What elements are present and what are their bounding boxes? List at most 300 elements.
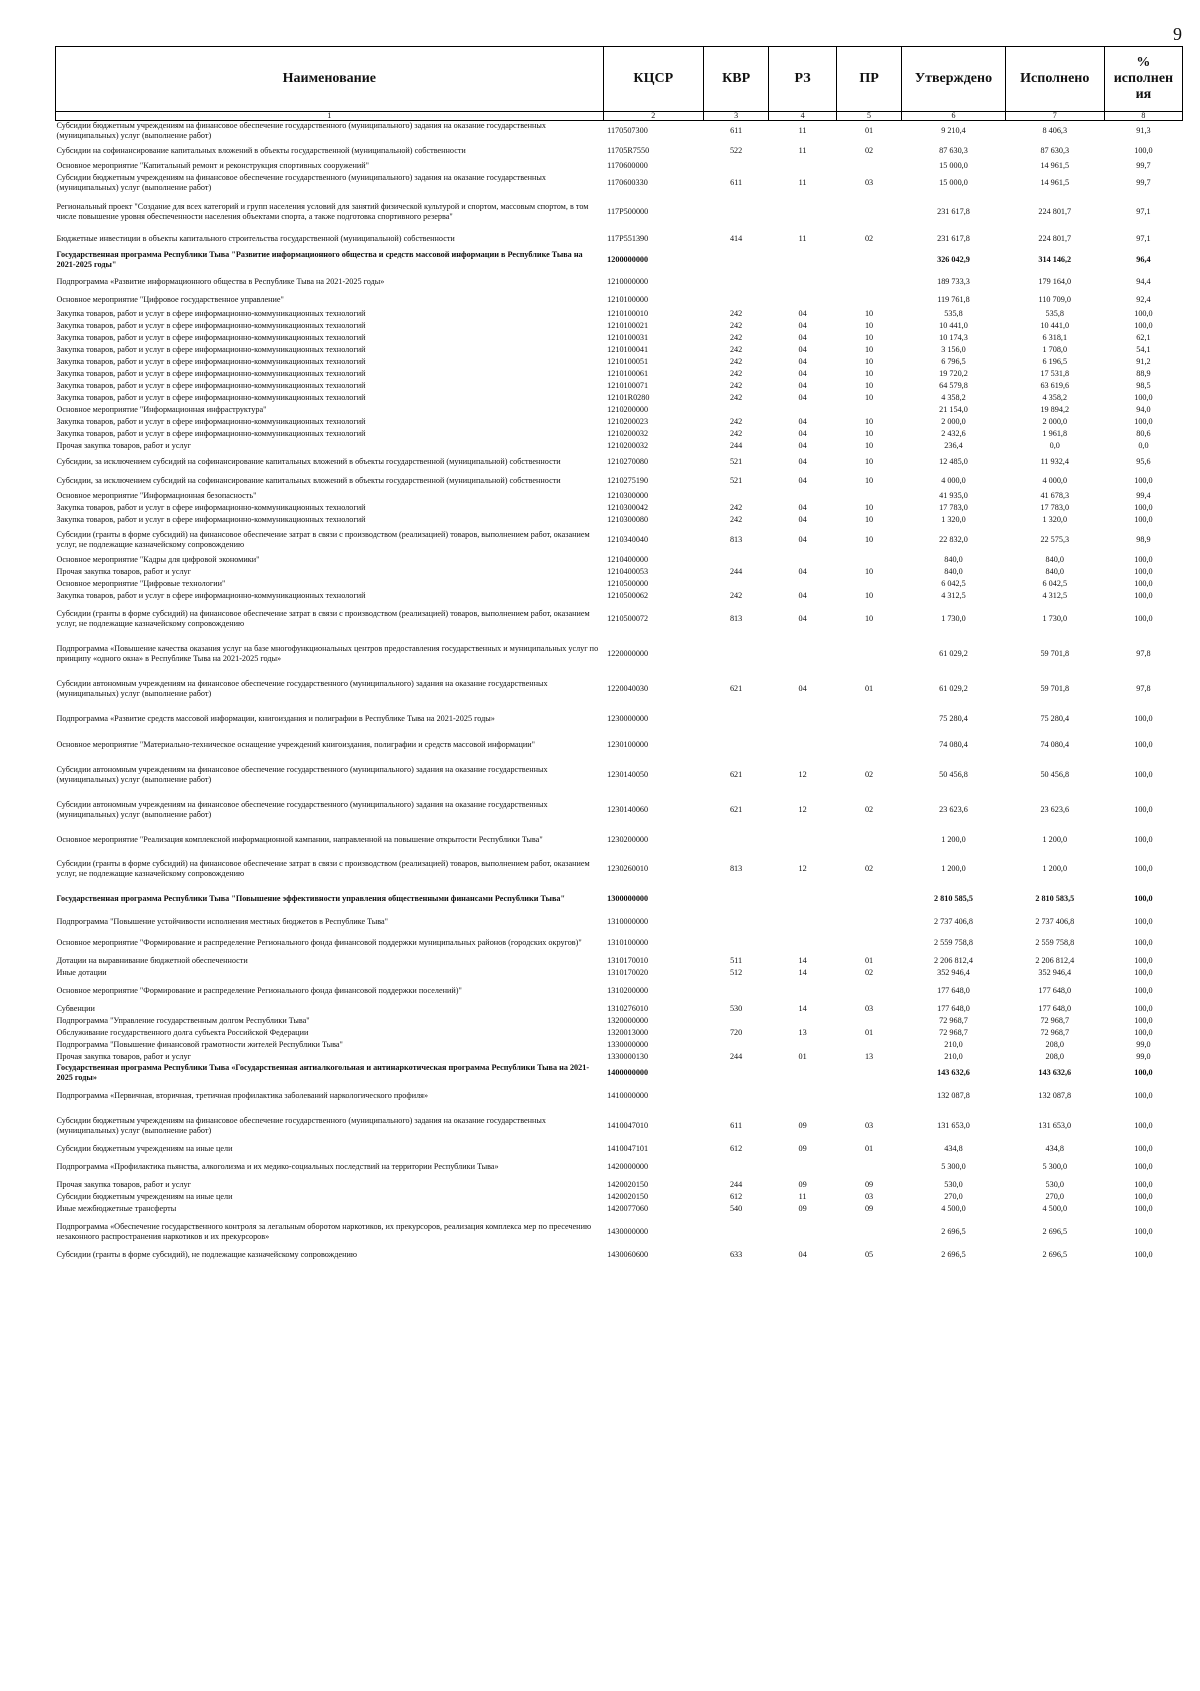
header-row	[56, 47, 1183, 112]
cell-executed: 6 042,5	[1042, 579, 1068, 588]
table-row	[56, 706, 1183, 732]
cell-executed: 72 968,7	[1040, 1016, 1070, 1025]
table-row	[56, 578, 1183, 590]
cell-rz: 04	[798, 567, 807, 576]
table-row	[56, 1203, 1183, 1215]
column-number: 6	[902, 112, 1005, 121]
cell-approved: 2 810 585,5	[934, 894, 973, 903]
cell-pr: 02	[864, 145, 874, 155]
cell-kcsr: 1210100031	[607, 333, 649, 342]
cell-approved: 61 029,2	[939, 683, 968, 693]
cell-percent: 100,0	[1134, 1028, 1153, 1037]
cell-approved: 131 653,0	[937, 1120, 970, 1130]
cell-name: Основное мероприятие "Информационная безопасность"	[56, 491, 257, 500]
cell-executed: 59 701,8	[1040, 683, 1070, 693]
cell-kvr: 540	[729, 1204, 743, 1213]
cell-name: Субсидии (гранты в форме субсидий) на финансовое обеспечение затрат в связи с производством (реализацией) товаров, выполнением работ, оказанием услуг, не подлежащие казначейскому сопровождению	[56, 609, 590, 628]
cell-rz: 04	[798, 369, 807, 378]
cell-kvr: 813	[729, 614, 743, 623]
cell-pr: 10	[864, 475, 874, 485]
cell-name: Прочая закупка товаров, работ и услуг	[56, 1180, 191, 1189]
cell-approved: 231 617,8	[937, 233, 970, 243]
cell-kcsr: 1210400000	[607, 555, 649, 564]
table-row	[56, 160, 1183, 172]
cell-rz: 09	[798, 1144, 807, 1153]
cell-approved: 87 630,3	[939, 145, 968, 155]
cell-percent: 100,0	[1134, 1162, 1153, 1171]
column-number: 2	[603, 112, 703, 121]
page-number: 9	[1173, 24, 1182, 44]
cell-executed: 14 961,5	[1040, 161, 1070, 170]
cell-kvr: 611	[730, 178, 743, 187]
cell-percent: 100,0	[1134, 567, 1153, 576]
cell-executed: 41 678,3	[1040, 491, 1070, 500]
table-row	[56, 590, 1183, 602]
cell-name: Иные межбюджетные трансферты	[56, 1204, 177, 1213]
cell-pr	[836, 732, 901, 757]
cell-kvr: 720	[729, 1028, 743, 1037]
cell-name: Основное мероприятие "Капитальный ремонт и реконструкция спортивных сооружений"	[56, 161, 369, 170]
cell-kvr: 813	[729, 864, 743, 873]
cell-executed: 2 206 812,4	[1035, 956, 1075, 965]
cell-name: Основное мероприятие "Формирование и распределение Регионального фонда финансовой поддержки поселений)"	[56, 986, 462, 995]
cell-executed: 4 500,0	[1042, 1204, 1068, 1213]
cell-percent: 100,0	[1134, 591, 1153, 600]
cell-executed: 5 300,0	[1042, 1162, 1068, 1171]
cell-rz: 09	[798, 1180, 807, 1189]
cell-executed: 22 575,3	[1040, 535, 1070, 544]
cell-name: Закупка товаров, работ и услуг в сфере информационно-коммуникационных технологий	[56, 417, 366, 426]
cell-name: Закупка товаров, работ и услуг в сфере информационно-коммуникационных технологий	[56, 429, 366, 438]
cell-percent: 100,0	[1134, 1004, 1153, 1013]
cell-approved: 23 623,6	[939, 804, 968, 814]
cell-approved: 352 946,4	[937, 968, 970, 977]
cell-name: Закупка товаров, работ и услуг в сфере информационно-коммуникационных технологий	[56, 503, 366, 512]
cell-approved: 840,0	[944, 555, 963, 564]
table-row	[56, 1215, 1183, 1249]
cell-approved: 177 648,0	[937, 986, 970, 995]
cell-pr	[836, 194, 901, 229]
cell-kcsr: 1170600330	[607, 178, 648, 187]
cell-rz: 04	[798, 441, 807, 450]
cell-percent: 98,5	[1136, 381, 1151, 390]
cell-name: Обслуживание государственного долга субъекта Российской Федерации	[56, 1028, 309, 1037]
cell-approved: 189 733,3	[937, 276, 970, 286]
cell-percent: 100,0	[1134, 145, 1153, 155]
cell-kvr: 242	[729, 357, 743, 366]
cell-name: Бюджетные инвестиции в объекты капитального строительства государственной (муниципальной) собственности	[56, 233, 455, 243]
cell-percent: 100,0	[1134, 515, 1153, 524]
cell-name: Подпрограмма «Повышение качества оказания услуг на базе многофункциональных центров предоставления государственных и муниципальных услуг по принципу «одного окна» в Республике Тыва на 2021-2025 годы»	[56, 643, 599, 663]
cell-percent: 97,8	[1136, 648, 1151, 658]
cell-rz: 13	[798, 1028, 807, 1037]
cell-executed: 4 358,2	[1042, 393, 1068, 402]
table-row	[56, 827, 1183, 852]
cell-percent: 100,0	[1134, 1227, 1153, 1236]
cell-kvr: 522	[729, 145, 743, 155]
cell-kvr: 521	[729, 475, 743, 485]
cell-kcsr: 1320000000	[607, 1016, 649, 1025]
cell-name: Региональный проект "Создание для всех категорий и групп населения условий для занятий физической культурой и спортом, массовым спортом, в том числе повышение уровня обеспеченности населения объектами спорта, а также подготовка спортивного резерва"	[56, 201, 589, 221]
cell-name: Государственная программа Республики Тыва "Развитие информационного общества и средств массовой информации в Республике Тыва на 2021-2025 годы"	[56, 250, 583, 269]
cell-executed: 1 708,0	[1042, 345, 1068, 354]
cell-pr	[836, 636, 901, 671]
table-row	[56, 979, 1183, 1003]
table-row	[56, 356, 1183, 368]
cell-name: Субсидии автономным учреждениям на финансовое обеспечение государственного (муниципального) задания на оказание государственных (муниципальных) услуг (выполнение работ)	[56, 678, 548, 698]
cell-approved: 4 000,0	[941, 475, 966, 485]
cell-kcsr: 1400000000	[607, 1068, 649, 1077]
header-rz: РЗ	[769, 47, 837, 112]
cell-executed: 59 701,8	[1040, 648, 1070, 658]
cell-rz: 12	[798, 804, 807, 814]
cell-executed: 314 146,2	[1038, 255, 1072, 264]
cell-percent: 100,0	[1134, 714, 1153, 723]
cell-percent: 80,6	[1136, 429, 1151, 438]
cell-kcsr: 1200000000	[607, 255, 649, 264]
cell-pr	[836, 1063, 901, 1083]
table-row	[56, 194, 1183, 229]
cell-pr	[836, 912, 901, 931]
table-row	[56, 404, 1183, 416]
cell-kcsr: 1170600000	[607, 161, 648, 170]
cell-approved: 434,8	[944, 1144, 963, 1153]
table-row	[56, 320, 1183, 332]
cell-name: Подпрограмма «Развитие средств массовой информации, книгоиздания и полиграфии в Республике Тыва на 2021-2025 годы»	[56, 714, 495, 723]
cell-pr: 10	[864, 345, 874, 354]
cell-percent: 100,0	[1134, 1204, 1153, 1213]
cell-kvr	[703, 636, 768, 671]
cell-rz: 12	[798, 864, 807, 873]
cell-kvr: 242	[729, 345, 743, 354]
cell-executed: 143 632,6	[1038, 1068, 1072, 1077]
cell-pr	[836, 1083, 901, 1108]
cell-approved: 15 000,0	[939, 178, 968, 187]
cell-name: Субсидии (гранты в форме субсидий) на финансовое обеспечение затрат в связи с производством (реализацией) товаров, выполнением работ, оказанием услуг, не подлежащие казначейскому сопровождению	[56, 530, 590, 549]
cell-kcsr: 1210340040	[607, 535, 649, 544]
cell-rz: 12	[798, 769, 807, 779]
cell-percent: 97,8	[1136, 683, 1151, 693]
cell-approved: 326 042,9	[937, 255, 970, 264]
cell-approved: 132 087,8	[937, 1090, 970, 1100]
cell-kvr: 242	[729, 333, 743, 342]
cell-pr	[836, 554, 901, 566]
cell-pr	[836, 886, 901, 912]
cell-percent: 100,0	[1134, 804, 1153, 814]
cell-name: Субсидии бюджетным учреждениям на финансовое обеспечение государственного (муниципального) задания на оказание государственных (муниципальных) услуг (выполнение работ)	[56, 173, 547, 192]
column-number: 3	[703, 112, 768, 121]
cell-executed: 1 730,0	[1042, 614, 1068, 623]
cell-rz: 04	[798, 456, 807, 466]
table-row	[56, 1108, 1183, 1143]
cell-name: Подпрограмма "Повышение устойчивости исполнения местных бюджетов в Республике Тыва"	[56, 916, 389, 926]
cell-kcsr: 1230000000	[607, 714, 649, 723]
cell-pr	[836, 404, 901, 416]
cell-name: Закупка товаров, работ и услуг в сфере информационно-коммуникационных технологий	[56, 309, 366, 318]
cell-kvr: 242	[729, 309, 743, 318]
cell-pr	[836, 706, 901, 732]
cell-name: Субсидии на софинансирование капитальных вложений в объекты государственной (муниципальной) собственности	[56, 145, 466, 155]
table-row	[56, 554, 1183, 566]
cell-name: Субсидии бюджетным учреждениям на иные цели	[56, 1144, 233, 1153]
cell-percent: 97,1	[1136, 206, 1151, 216]
cell-percent: 98,9	[1136, 535, 1151, 544]
cell-rz	[769, 404, 837, 416]
cell-kvr: 244	[729, 1180, 743, 1189]
cell-pr: 01	[864, 1028, 874, 1037]
cell-pr: 13	[864, 1052, 874, 1061]
cell-kvr: 530	[729, 1004, 743, 1013]
cell-rz	[769, 291, 837, 308]
table-row	[56, 1015, 1183, 1027]
cell-pr: 02	[864, 804, 874, 814]
cell-percent: 62,1	[1136, 333, 1151, 342]
column-number: 4	[769, 112, 837, 121]
cell-kcsr: 1210100061	[607, 369, 649, 378]
cell-rz: 14	[798, 1004, 807, 1013]
cell-percent: 94,0	[1136, 405, 1151, 414]
cell-approved: 17 783,0	[939, 503, 968, 512]
cell-percent: 100,0	[1134, 614, 1153, 623]
cell-rz: 04	[798, 683, 807, 693]
cell-kcsr: 1300000000	[607, 894, 649, 903]
table-row	[56, 229, 1183, 248]
table-row	[56, 931, 1183, 955]
cell-kcsr: 1230260010	[607, 864, 649, 873]
cell-kvr: 414	[729, 233, 743, 243]
header-kcsr: КЦСР	[603, 47, 703, 112]
cell-approved: 2 696,5	[941, 1250, 966, 1259]
table-row	[56, 1063, 1183, 1083]
cell-pr: 10	[864, 591, 874, 600]
cell-kvr	[703, 404, 768, 416]
cell-name: Подпрограмма "Управление государственным долгом Республики Тыва"	[56, 1016, 310, 1025]
cell-percent: 100,0	[1134, 894, 1153, 903]
cell-rz	[769, 636, 837, 671]
table-row	[56, 392, 1183, 404]
cell-executed: 2 696,5	[1042, 1250, 1068, 1259]
cell-kvr: 621	[729, 769, 743, 779]
cell-name: Прочая закупка товаров, работ и услуг	[56, 441, 191, 450]
cell-percent: 100,0	[1134, 968, 1153, 977]
cell-approved: 21 154,0	[939, 405, 968, 414]
cell-name: Подпрограмма «Профилактика пьянства, алкоголизма и их медико-социальных последствий на территории Республики Тыва»	[56, 1162, 499, 1171]
cell-kvr: 621	[729, 683, 743, 693]
cell-approved: 75 280,4	[939, 714, 968, 723]
cell-executed: 4 312,5	[1042, 591, 1068, 600]
cell-percent: 100,0	[1134, 393, 1153, 402]
cell-name: Подпрограмма «Первичная, вторичная, третичная профилактика заболеваний наркологического профиля»	[56, 1090, 429, 1100]
cell-kcsr: 1220040030	[607, 683, 649, 693]
cell-approved: 5 300,0	[941, 1162, 966, 1171]
cell-kvr	[703, 272, 768, 291]
cell-rz: 11	[798, 126, 807, 135]
cell-kvr: 611	[730, 126, 743, 135]
cell-kvr	[703, 291, 768, 308]
cell-executed: 2 810 583,5	[1035, 894, 1075, 903]
cell-pr	[836, 1039, 901, 1051]
cell-rz	[769, 1039, 837, 1051]
cell-approved: 270,0	[944, 1192, 963, 1201]
cell-executed: 72 968,7	[1040, 1028, 1070, 1037]
cell-rz: 04	[798, 614, 807, 623]
cell-percent: 54,1	[1136, 345, 1151, 354]
table-row	[56, 886, 1183, 912]
cell-kcsr: 1210100051	[607, 357, 649, 366]
header-name: Наименование	[56, 47, 604, 112]
cell-percent: 0,0	[1138, 441, 1149, 450]
cell-approved: 12 485,0	[939, 456, 968, 466]
cell-pr: 10	[864, 357, 874, 366]
cell-approved: 10 174,3	[939, 333, 968, 342]
cell-kvr	[703, 827, 768, 852]
cell-executed: 17 531,8	[1040, 369, 1070, 378]
cell-approved: 6 796,5	[941, 357, 966, 366]
cell-kcsr: 11705R7550	[607, 145, 650, 155]
cell-executed: 6 318,1	[1042, 333, 1068, 342]
cell-pr: 05	[864, 1250, 874, 1259]
cell-rz: 04	[798, 345, 807, 354]
cell-rz	[769, 248, 837, 272]
cell-percent: 100,0	[1134, 475, 1153, 485]
cell-pr: 09	[864, 1180, 874, 1189]
cell-pr	[836, 272, 901, 291]
cell-pr: 10	[864, 393, 874, 402]
cell-kcsr: 1210300000	[607, 491, 649, 500]
cell-rz: 04	[798, 333, 807, 342]
cell-rz: 11	[798, 145, 807, 155]
cell-approved: 15 000,0	[939, 161, 968, 170]
cell-pr: 10	[864, 369, 874, 378]
cell-kcsr: 1310276010	[607, 1004, 649, 1013]
cell-approved: 6 042,5	[941, 579, 966, 588]
cell-executed: 2 737 406,8	[1035, 916, 1075, 926]
cell-pr	[836, 248, 901, 272]
cell-rz	[769, 272, 837, 291]
cell-rz	[769, 554, 837, 566]
cell-kvr	[703, 1039, 768, 1051]
cell-approved: 4 500,0	[941, 1204, 966, 1213]
cell-name: Закупка товаров, работ и услуг в сфере информационно-коммуникационных технологий	[56, 333, 366, 342]
cell-kcsr: 1310170010	[607, 956, 649, 965]
cell-pr: 02	[864, 864, 874, 873]
cell-kcsr: 1210400053	[607, 567, 649, 576]
cell-pr: 10	[864, 567, 874, 576]
cell-rz	[769, 1015, 837, 1027]
cell-rz: 04	[798, 429, 807, 438]
cell-name: Основное мероприятие "Материально-техническое оснащение учреждений книгоиздания, полиграфии и средств массовой информации"	[56, 739, 535, 749]
cell-percent: 100,0	[1134, 1016, 1153, 1025]
cell-percent: 99,4	[1136, 491, 1151, 500]
cell-rz: 14	[798, 968, 807, 977]
cell-kvr: 244	[729, 441, 743, 450]
cell-kcsr: 1230100000	[607, 739, 649, 749]
cell-kcsr: 1420000000	[607, 1162, 649, 1171]
cell-kvr: 242	[729, 515, 743, 524]
cell-kvr: 621	[729, 804, 743, 814]
cell-approved: 2 206 812,4	[934, 956, 973, 965]
cell-kvr: 242	[729, 417, 743, 426]
column-number: 8	[1104, 112, 1182, 121]
cell-percent: 95,6	[1136, 456, 1151, 466]
cell-name: Закупка товаров, работ и услуг в сфере информационно-коммуникационных технологий	[56, 381, 366, 390]
cell-rz: 04	[798, 417, 807, 426]
cell-kvr	[703, 578, 768, 590]
cell-pr	[836, 1155, 901, 1179]
cell-kvr	[703, 194, 768, 229]
cell-executed: 2 696,5	[1042, 1227, 1068, 1236]
table-row	[56, 1191, 1183, 1203]
table-row	[56, 671, 1183, 706]
cell-rz	[769, 912, 837, 931]
cell-percent: 100,0	[1134, 309, 1153, 318]
cell-pr: 01	[864, 1144, 874, 1153]
cell-approved: 1 320,0	[941, 515, 966, 524]
cell-kvr: 244	[729, 1052, 743, 1061]
cell-approved: 2 000,0	[941, 417, 966, 426]
header-kvr: КВР	[703, 47, 768, 112]
header-approved: Утверждено	[902, 47, 1005, 112]
budget-execution-table	[55, 46, 1183, 1261]
cell-pr: 09	[864, 1204, 874, 1213]
table-row	[56, 757, 1183, 792]
cell-executed: 530,0	[1045, 1180, 1064, 1189]
cell-executed: 840,0	[1045, 567, 1064, 576]
cell-name: Основное мероприятие "Информационная инфраструктура"	[56, 405, 267, 414]
cell-percent: 91,2	[1136, 357, 1151, 366]
cell-name: Государственная программа Республики Тыва "Повышение эффективности управления общественными финансами Республики Тыва"	[56, 894, 566, 903]
cell-name: Основное мероприятие "Цифровое государственное управление"	[56, 294, 284, 304]
cell-approved: 530,0	[944, 1180, 963, 1189]
cell-name: Субсидии, за исключением субсидий на софинансирование капитальных вложений в объекты государственной (муниципальной) собственности	[56, 475, 561, 485]
cell-kvr	[703, 1155, 768, 1179]
cell-kcsr: 1210500072	[607, 614, 649, 623]
table-row	[56, 332, 1183, 344]
cell-executed: 224 801,7	[1038, 206, 1072, 216]
table-row	[56, 1027, 1183, 1039]
cell-executed: 11 932,4	[1040, 456, 1069, 466]
cell-rz: 04	[798, 309, 807, 318]
column-number: 7	[1005, 112, 1104, 121]
cell-approved: 2 696,5	[941, 1227, 966, 1236]
cell-approved: 1 730,0	[941, 614, 966, 623]
table-row	[56, 852, 1183, 886]
cell-kcsr: 1410047101	[607, 1144, 649, 1153]
cell-name: Прочая закупка товаров, работ и услуг	[56, 1052, 191, 1061]
cell-kcsr: 1310170020	[607, 968, 649, 977]
table-row	[56, 1003, 1183, 1015]
cell-executed: 14 961,5	[1040, 178, 1070, 187]
column-number: 1	[56, 112, 604, 121]
cell-executed: 8 406,3	[1042, 126, 1068, 135]
cell-kcsr: 1430060600	[607, 1250, 649, 1259]
cell-kcsr: 1230140050	[607, 769, 649, 779]
cell-kcsr: 1330000000	[607, 1040, 649, 1049]
cell-kcsr: 1310100000	[607, 938, 649, 947]
cell-approved: 61 029,2	[939, 648, 968, 658]
cell-pr: 01	[864, 956, 874, 965]
cell-name: Подпрограмма «Развитие информационного общества в Республике Тыва на 2021-2025 годы»	[56, 276, 385, 286]
table-row	[56, 490, 1183, 502]
cell-name: Государственная программа Республики Тыва «Государственная антиалкогольная и антинаркотическая программа Республики Тыва на 2021-2025 годы»	[56, 1063, 590, 1082]
cell-executed: 1 320,0	[1042, 515, 1068, 524]
cell-kvr: 611	[730, 1120, 743, 1130]
cell-percent: 100,0	[1134, 1068, 1153, 1077]
cell-approved: 119 761,8	[937, 294, 970, 304]
table-row	[56, 141, 1183, 160]
cell-kvr	[703, 1083, 768, 1108]
cell-name: Субсидии (гранты в форме субсидий), не подлежащие казначейскому сопровождению	[56, 1250, 357, 1259]
